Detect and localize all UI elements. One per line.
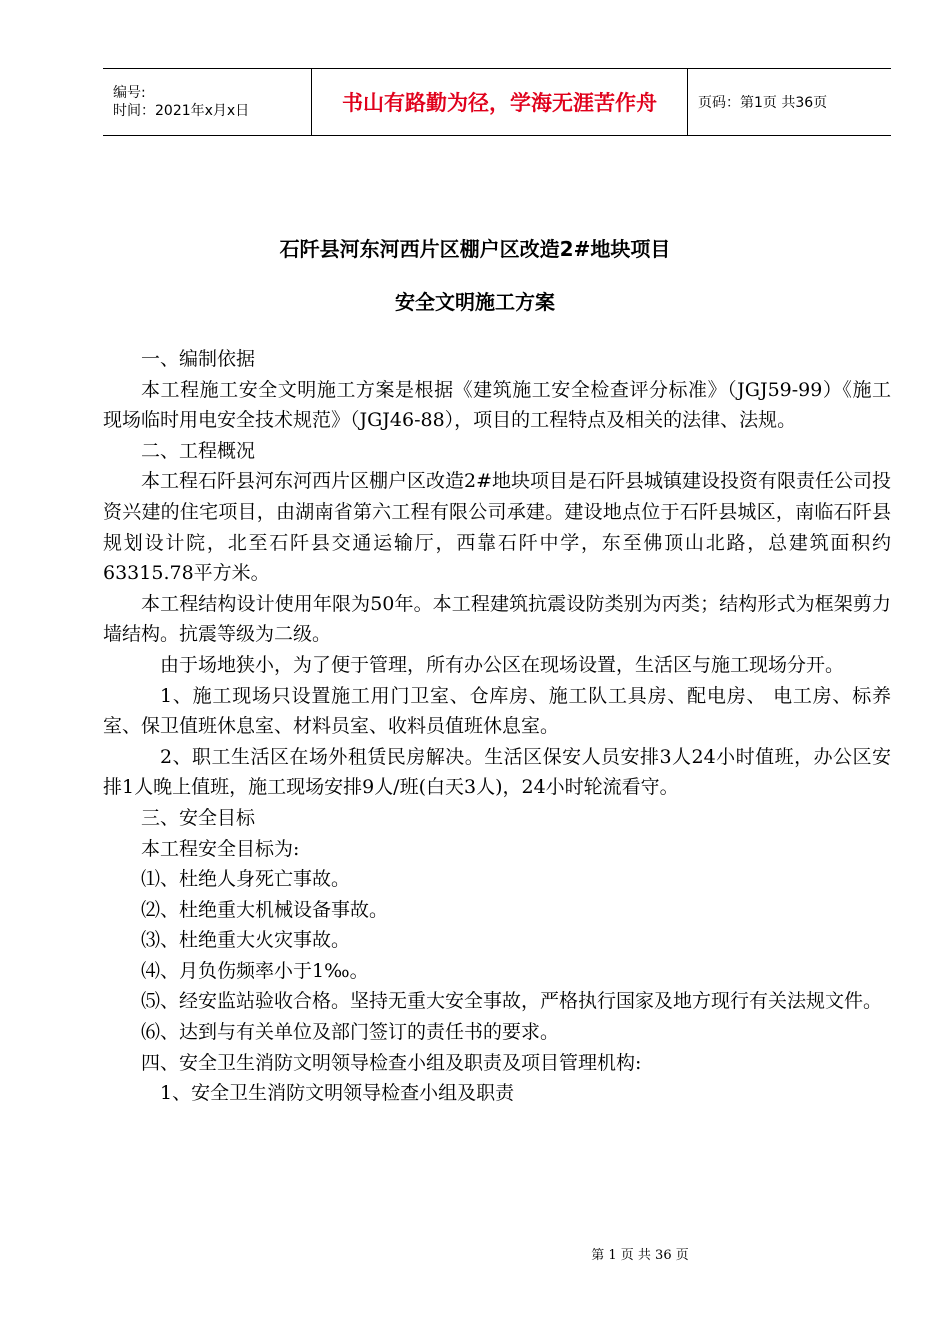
subsection-heading: 1、安全卫生消防文明领导检查小组及职责: [160, 1082, 515, 1105]
document-title: 石阡县河东河西片区棚户区改造2#地块项目: [279, 237, 671, 261]
list-item: 2、职工生活区在场外租赁民房解决。生活区保安人员安排3人24小时值班，办公区安排1人晚上值班，施工现场安排9人/班(白天3人)，24小时轮流看守。: [103, 745, 891, 799]
section-heading: 二、工程概况: [141, 439, 256, 462]
document-subtitle: 安全文明施工方案: [395, 290, 555, 314]
document-body: [103, 344, 891, 1109]
list-item: ⑶、杜绝重大火灾事故。: [141, 929, 351, 952]
page-header: [103, 68, 891, 136]
paragraph: 本工程结构设计使用年限为50年。本工程建筑抗震设防类别为丙类；结构形式为框架剪力墙结构。抗震等级为二级。: [103, 592, 891, 646]
section-heading: 四、安全卫生消防文明领导检查小组及职责及项目管理机构:: [141, 1051, 642, 1074]
document-number-label: 编号:: [113, 85, 146, 101]
list-item: ⑸、经安监站验收合格。坚持无重大安全事故，严格执行国家及地方现行有关法规文件。: [141, 990, 883, 1013]
list-item: ⑴、杜绝人身死亡事故。: [141, 868, 351, 891]
paragraph: 本工程石阡县河东河西片区棚户区改造2#地块项目是石阡县城镇建设投资有限责任公司投资兴建的住宅项目，由湖南省第六工程有限公司承建。建设地点位于石阡县城区，南临石阡县规划设计院，北至石阡县交通运输厅，西靠石阡中学，东至佛顶山北路，总建筑面积约63315.78平方米。: [103, 470, 892, 585]
list-item: ⑵、杜绝重大机械设备事故。: [141, 898, 389, 921]
paragraph: 本工程施工安全文明施工方案是根据《建筑施工安全检查评分标准》（JGJ59-99）《施工现场临时用电安全技术规范》（JGJ46-88），项目的工程特点及相关的法律、法规。: [103, 378, 891, 432]
list-item: 1、施工现场只设置施工用门卫室、仓库房、施工队工具房、配电房、 电工房、标养室、保卫值班休息室、材料员室、收料员值班休息室。: [103, 684, 891, 738]
list-item: ⑷、月负伤频率小于1‰。: [141, 959, 369, 982]
list-item: ⑹、达到与有关单位及部门签订的责任书的要求。: [141, 1021, 560, 1044]
header-page-number: 页码：第1页 共36页: [698, 95, 828, 111]
header-meta: [103, 69, 312, 135]
paragraph: 本工程安全目标为:: [141, 837, 300, 860]
paragraph: 由于场地狭小，为了便于管理，所有办公区在现场设置，生活区与施工现场分开。: [160, 653, 845, 676]
section-heading: 三、安全目标: [141, 806, 256, 829]
document-time-label: 时间：2021年x月x日: [113, 103, 250, 119]
page-footer: 第 1 页 共 36 页: [591, 1248, 689, 1263]
header-motto: 书山有路勤为径，学海无涯苦作舟: [312, 69, 688, 135]
section-heading: 一、编制依据: [141, 348, 256, 370]
